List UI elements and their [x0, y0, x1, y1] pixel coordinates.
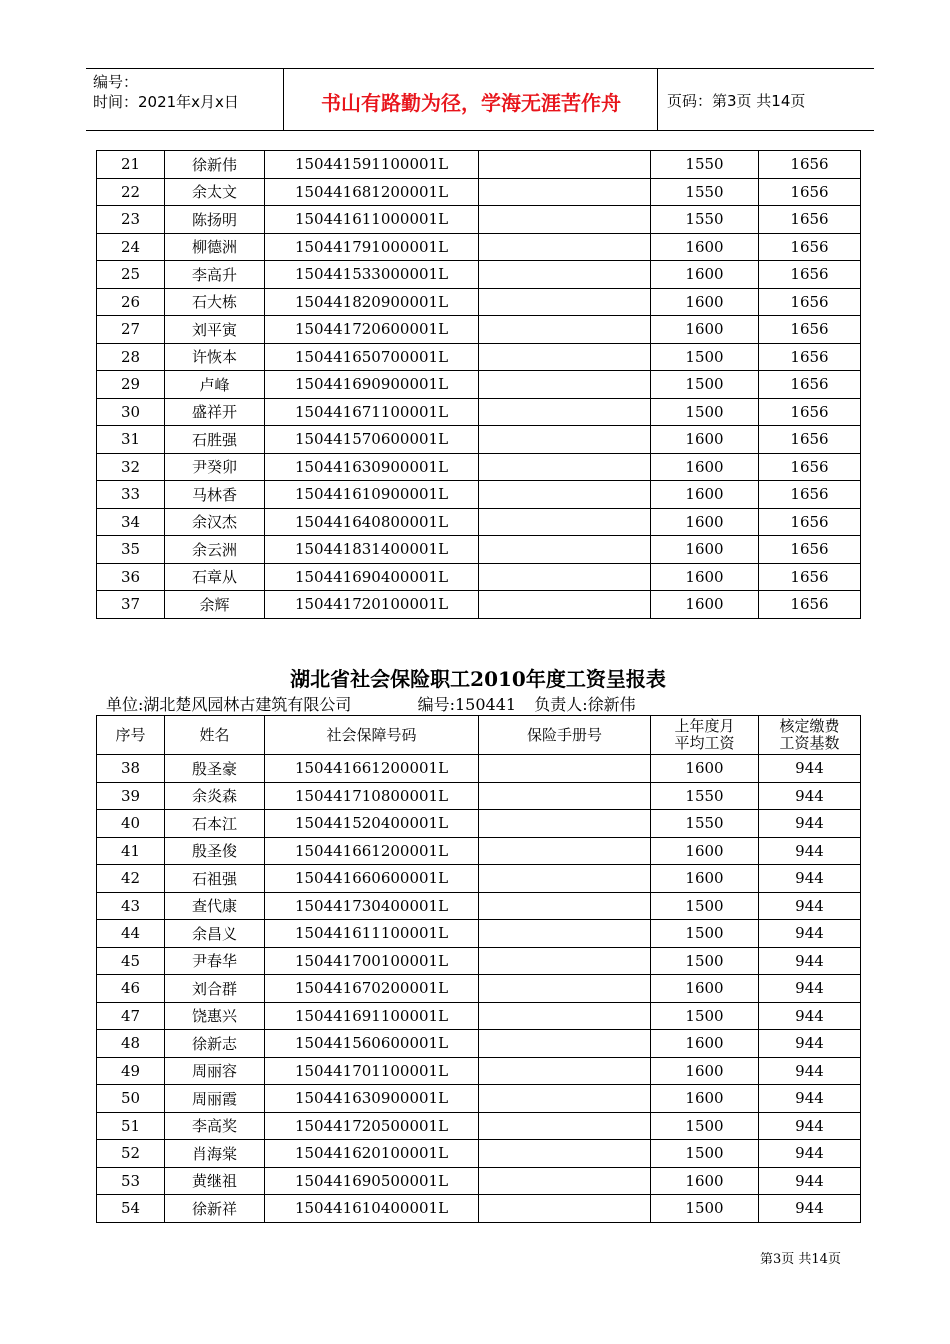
cell-base: 944 [759, 1030, 861, 1058]
table-row [97, 563, 861, 591]
cell-wage: 1600 [651, 288, 759, 316]
table-row [97, 892, 861, 920]
cell-ssn: 150441701100001L [265, 1057, 479, 1085]
cell-wage: 1500 [651, 1195, 759, 1223]
table-row [97, 343, 861, 371]
table-row [97, 1085, 861, 1113]
cell-ssn: 150441720500001L [265, 1112, 479, 1140]
table-row [97, 755, 861, 783]
cell-seq: 52 [97, 1140, 165, 1168]
cell-book [479, 755, 651, 783]
cell-seq: 46 [97, 975, 165, 1003]
cell-wage: 1500 [651, 892, 759, 920]
header-base-line2: 工资基数 [779, 734, 840, 752]
cell-name: 卢峰 [165, 371, 265, 399]
cell-base: 944 [759, 1085, 861, 1113]
cell-book [479, 426, 651, 454]
cell-base: 1656 [759, 206, 861, 234]
report-person: 负责人:徐新伟 [534, 695, 636, 714]
cell-name: 肖海棠 [165, 1140, 265, 1168]
cell-ssn: 150441520400001L [265, 810, 479, 838]
cell-name: 马林香 [165, 481, 265, 509]
header-wage-line2: 平均工资 [674, 734, 735, 752]
wage-table-body [97, 755, 861, 1223]
cell-base: 944 [759, 1057, 861, 1085]
cell-book [479, 563, 651, 591]
table-row [97, 1057, 861, 1085]
cell-wage: 1550 [651, 810, 759, 838]
header-seq: 序号 [97, 716, 165, 755]
cell-ssn: 150441650700001L [265, 343, 479, 371]
report-unit-line [106, 692, 636, 715]
cell-base: 1656 [759, 343, 861, 371]
cell-wage: 1500 [651, 920, 759, 948]
table-row [97, 536, 861, 564]
cell-seq: 32 [97, 453, 165, 481]
table-row [97, 288, 861, 316]
cell-book [479, 536, 651, 564]
cell-name: 余云洲 [165, 536, 265, 564]
cell-ssn: 150441730400001L [265, 892, 479, 920]
cell-base: 944 [759, 1140, 861, 1168]
cell-book [479, 453, 651, 481]
cell-book [479, 233, 651, 261]
cell-ssn: 150441533000001L [265, 261, 479, 289]
cell-book [479, 1002, 651, 1030]
cell-seq: 53 [97, 1167, 165, 1195]
cell-wage: 1600 [651, 865, 759, 893]
table-row [97, 947, 861, 975]
table-row [97, 261, 861, 289]
table-row [97, 481, 861, 509]
cell-wage: 1500 [651, 1140, 759, 1168]
cell-base: 1656 [759, 481, 861, 509]
header-ssn: 社会保障号码 [265, 716, 479, 755]
cell-ssn: 150441630900001L [265, 453, 479, 481]
report-code: 编号:150441 [417, 695, 517, 714]
header-book: 保险手册号 [479, 716, 651, 755]
cell-base: 1656 [759, 453, 861, 481]
cell-base: 1656 [759, 233, 861, 261]
cell-book [479, 1140, 651, 1168]
cell-base: 1656 [759, 371, 861, 399]
cell-ssn: 150441720100001L [265, 591, 479, 619]
header-wage [651, 716, 759, 755]
cell-seq: 47 [97, 1002, 165, 1030]
cell-name: 李高升 [165, 261, 265, 289]
table-row [97, 398, 861, 426]
cell-base: 944 [759, 975, 861, 1003]
table-row [97, 206, 861, 234]
cell-wage: 1600 [651, 563, 759, 591]
cell-book [479, 481, 651, 509]
cell-name: 刘平寅 [165, 316, 265, 344]
cell-name: 尹癸卯 [165, 453, 265, 481]
cell-name: 余炎森 [165, 782, 265, 810]
table-row [97, 1195, 861, 1223]
table-row [97, 920, 861, 948]
cell-base: 944 [759, 755, 861, 783]
cell-wage: 1550 [651, 178, 759, 206]
cell-seq: 36 [97, 563, 165, 591]
cell-name: 余昌义 [165, 920, 265, 948]
table-row [97, 837, 861, 865]
table-row [97, 1112, 861, 1140]
cell-base: 944 [759, 782, 861, 810]
page-header [86, 68, 874, 131]
cell-book [479, 1167, 651, 1195]
cell-name: 黄继祖 [165, 1167, 265, 1195]
cell-ssn: 150441640800001L [265, 508, 479, 536]
cell-name: 徐新志 [165, 1030, 265, 1058]
cell-wage: 1600 [651, 837, 759, 865]
cell-name: 石本江 [165, 810, 265, 838]
header-base [759, 716, 861, 755]
cell-base: 1656 [759, 261, 861, 289]
cell-book [479, 398, 651, 426]
table-row [97, 591, 861, 619]
table-row [97, 233, 861, 261]
cell-ssn: 150441620100001L [265, 1140, 479, 1168]
cell-wage: 1600 [651, 1085, 759, 1113]
cell-book [479, 837, 651, 865]
cell-name: 周丽容 [165, 1057, 265, 1085]
cell-book [479, 782, 651, 810]
cell-wage: 1600 [651, 591, 759, 619]
cell-ssn: 150441690500001L [265, 1167, 479, 1195]
cell-name: 余太文 [165, 178, 265, 206]
cell-ssn: 150441670200001L [265, 975, 479, 1003]
table-header-row [97, 716, 861, 755]
header-name: 姓名 [165, 716, 265, 755]
cell-name: 柳德洲 [165, 233, 265, 261]
cell-name: 余汉杰 [165, 508, 265, 536]
footer-page-number: 第3页 共14页 [760, 1252, 841, 1267]
cell-ssn: 150441591100001L [265, 151, 479, 179]
cell-wage: 1600 [651, 536, 759, 564]
cell-name: 石大栋 [165, 288, 265, 316]
cell-book [479, 920, 651, 948]
table-row [97, 178, 861, 206]
cell-book [479, 1057, 651, 1085]
wage-table-continued [96, 150, 861, 619]
cell-name: 余辉 [165, 591, 265, 619]
cell-ssn: 150441610900001L [265, 481, 479, 509]
cell-ssn: 150441710800001L [265, 782, 479, 810]
cell-seq: 54 [97, 1195, 165, 1223]
cell-base: 1656 [759, 178, 861, 206]
cell-wage: 1600 [651, 508, 759, 536]
cell-name: 石胜强 [165, 426, 265, 454]
cell-wage: 1600 [651, 261, 759, 289]
cell-base: 944 [759, 947, 861, 975]
cell-book [479, 508, 651, 536]
header-time-label: 时间：2021年x月x日 [93, 93, 239, 111]
cell-name: 周丽霞 [165, 1085, 265, 1113]
cell-seq: 42 [97, 865, 165, 893]
cell-seq: 41 [97, 837, 165, 865]
table-row [97, 316, 861, 344]
cell-seq: 43 [97, 892, 165, 920]
cell-ssn: 150441660600001L [265, 865, 479, 893]
cell-ssn: 150441661200001L [265, 755, 479, 783]
cell-book [479, 261, 651, 289]
table-row [97, 865, 861, 893]
cell-ssn: 150441820900001L [265, 288, 479, 316]
cell-wage: 1600 [651, 1167, 759, 1195]
cell-name: 李高奖 [165, 1112, 265, 1140]
cell-wage: 1500 [651, 1112, 759, 1140]
table-row [97, 1002, 861, 1030]
table-row [97, 1030, 861, 1058]
cell-book [479, 206, 651, 234]
cell-seq: 40 [97, 810, 165, 838]
header-page-label: 页码：第3页 共14页 [667, 92, 806, 110]
cell-wage: 1500 [651, 371, 759, 399]
cell-book [479, 151, 651, 179]
cell-ssn: 150441691100001L [265, 1002, 479, 1030]
cell-base: 1656 [759, 591, 861, 619]
cell-seq: 22 [97, 178, 165, 206]
cell-seq: 37 [97, 591, 165, 619]
header-meta [86, 69, 284, 130]
cell-ssn: 150441611100001L [265, 920, 479, 948]
cell-name: 许恢本 [165, 343, 265, 371]
table-row [97, 426, 861, 454]
cell-base: 944 [759, 1167, 861, 1195]
table-row [97, 151, 861, 179]
cell-seq: 23 [97, 206, 165, 234]
cell-ssn: 150441661200001L [265, 837, 479, 865]
cell-name: 尹春华 [165, 947, 265, 975]
cell-ssn: 150441570600001L [265, 426, 479, 454]
cell-book [479, 1085, 651, 1113]
cell-ssn: 150441700100001L [265, 947, 479, 975]
report-title: 湖北省社会保险职工2010年度工资呈报表 [290, 667, 666, 691]
cell-book [479, 810, 651, 838]
cell-seq: 35 [97, 536, 165, 564]
cell-seq: 25 [97, 261, 165, 289]
cell-base: 1656 [759, 536, 861, 564]
cell-seq: 50 [97, 1085, 165, 1113]
cell-name: 刘合群 [165, 975, 265, 1003]
cell-wage: 1600 [651, 316, 759, 344]
cell-ssn: 150441831400001L [265, 536, 479, 564]
cell-seq: 44 [97, 920, 165, 948]
cell-wage: 1500 [651, 343, 759, 371]
cell-seq: 21 [97, 151, 165, 179]
cell-base: 1656 [759, 151, 861, 179]
cell-seq: 31 [97, 426, 165, 454]
cell-base: 1656 [759, 398, 861, 426]
cell-wage: 1500 [651, 1002, 759, 1030]
cell-base: 944 [759, 865, 861, 893]
cell-book [479, 178, 651, 206]
wage-table [96, 715, 861, 1223]
cell-name: 石章从 [165, 563, 265, 591]
cell-wage: 1600 [651, 1030, 759, 1058]
cell-name: 殷圣豪 [165, 755, 265, 783]
cell-ssn: 150441630900001L [265, 1085, 479, 1113]
cell-name: 饶惠兴 [165, 1002, 265, 1030]
cell-ssn: 150441611000001L [265, 206, 479, 234]
cell-wage: 1600 [651, 426, 759, 454]
cell-wage: 1500 [651, 947, 759, 975]
cell-wage: 1550 [651, 151, 759, 179]
table-row [97, 1167, 861, 1195]
cell-book [479, 591, 651, 619]
cell-ssn: 150441690400001L [265, 563, 479, 591]
report-unit: 单位:湖北楚风园林古建筑有限公司 [106, 695, 352, 714]
cell-base: 944 [759, 920, 861, 948]
cell-seq: 51 [97, 1112, 165, 1140]
cell-book [479, 947, 651, 975]
cell-seq: 48 [97, 1030, 165, 1058]
cell-wage: 1550 [651, 782, 759, 810]
cell-wage: 1600 [651, 755, 759, 783]
cell-seq: 26 [97, 288, 165, 316]
cell-seq: 30 [97, 398, 165, 426]
header-wage-line1: 上年度月 [674, 717, 735, 735]
cell-book [479, 1030, 651, 1058]
cell-ssn: 150441690900001L [265, 371, 479, 399]
cell-wage: 1600 [651, 975, 759, 1003]
cell-book [479, 316, 651, 344]
cell-base: 944 [759, 1112, 861, 1140]
cell-wage: 1600 [651, 453, 759, 481]
cell-name: 徐新祥 [165, 1195, 265, 1223]
header-motto: 书山有路勤为径，学海无涯苦作舟 [285, 69, 658, 130]
cell-base: 944 [759, 1195, 861, 1223]
cell-wage: 1600 [651, 233, 759, 261]
cell-book [479, 343, 651, 371]
table-row [97, 371, 861, 399]
cell-seq: 39 [97, 782, 165, 810]
cell-book [479, 975, 651, 1003]
cell-seq: 45 [97, 947, 165, 975]
cell-name: 盛祥开 [165, 398, 265, 426]
cell-name: 徐新伟 [165, 151, 265, 179]
cell-book [479, 1195, 651, 1223]
cell-ssn: 150441720600001L [265, 316, 479, 344]
table-row [97, 508, 861, 536]
cell-base: 1656 [759, 426, 861, 454]
cell-base: 1656 [759, 563, 861, 591]
cell-wage: 1500 [651, 398, 759, 426]
cell-wage: 1600 [651, 1057, 759, 1085]
cell-name: 陈扬明 [165, 206, 265, 234]
cell-book [479, 865, 651, 893]
cell-seq: 38 [97, 755, 165, 783]
cell-name: 殷圣俊 [165, 837, 265, 865]
cell-book [479, 892, 651, 920]
cell-ssn: 150441671100001L [265, 398, 479, 426]
cell-base: 944 [759, 1002, 861, 1030]
cell-ssn: 150441681200001L [265, 178, 479, 206]
table-row [97, 975, 861, 1003]
cell-book [479, 1112, 651, 1140]
cell-base: 1656 [759, 288, 861, 316]
wage-table-continued-body [97, 151, 861, 619]
cell-wage: 1600 [651, 481, 759, 509]
table-row [97, 782, 861, 810]
cell-base: 944 [759, 810, 861, 838]
cell-base: 944 [759, 837, 861, 865]
table-row [97, 453, 861, 481]
header-number-label: 编号： [93, 73, 139, 91]
cell-seq: 29 [97, 371, 165, 399]
cell-base: 1656 [759, 316, 861, 344]
cell-name: 查代康 [165, 892, 265, 920]
header-base-line1: 核定缴费 [779, 717, 840, 735]
cell-wage: 1550 [651, 206, 759, 234]
cell-seq: 24 [97, 233, 165, 261]
table-row [97, 810, 861, 838]
cell-ssn: 150441791000001L [265, 233, 479, 261]
cell-seq: 27 [97, 316, 165, 344]
cell-book [479, 371, 651, 399]
table-row [97, 1140, 861, 1168]
cell-base: 944 [759, 892, 861, 920]
cell-book [479, 288, 651, 316]
cell-seq: 49 [97, 1057, 165, 1085]
cell-name: 石祖强 [165, 865, 265, 893]
cell-ssn: 150441560600001L [265, 1030, 479, 1058]
cell-seq: 34 [97, 508, 165, 536]
cell-ssn: 150441610400001L [265, 1195, 479, 1223]
cell-base: 1656 [759, 508, 861, 536]
cell-seq: 33 [97, 481, 165, 509]
cell-seq: 28 [97, 343, 165, 371]
